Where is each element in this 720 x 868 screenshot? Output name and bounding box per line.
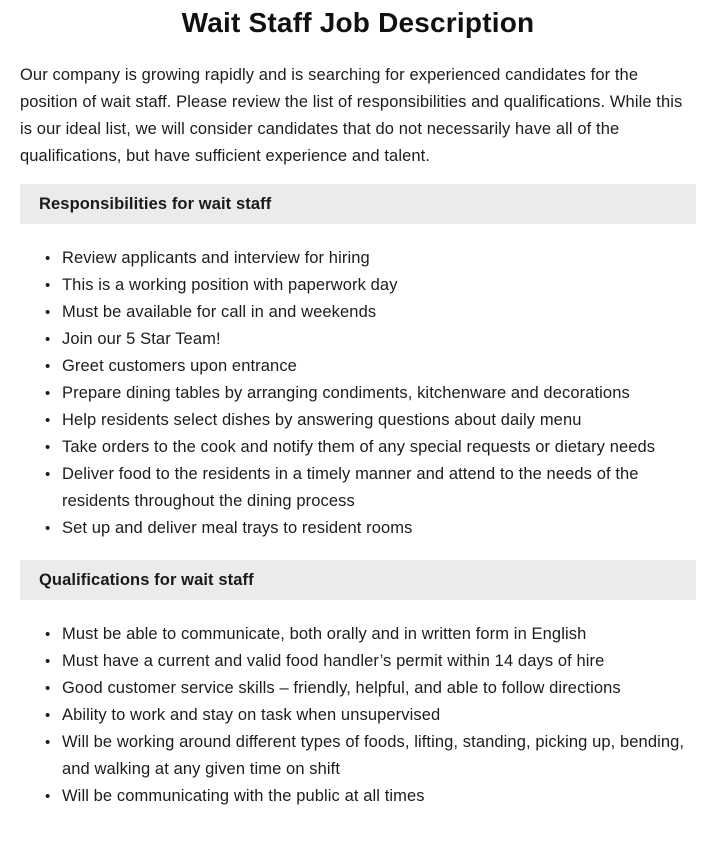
intro-paragraph: Our company is growing rapidly and is searching for experienced candidates for the position of wait staff. Please review the list of responsibilities and qualifications. While this is our ideal list, we will consider candidates that do not necessarily have all of the qualifications, but have sufficient experience and talent.: [20, 66, 683, 165]
list-item: • This is a working position with paperwork day: [45, 272, 696, 299]
bullet-list: [20, 245, 696, 542]
list-item: • Take orders to the cook and notify them of any special requests or dietary needs: [45, 434, 696, 461]
list-item: • Good customer service skills – friendly, helpful, and able to follow directions: [45, 675, 696, 702]
list-item: • Will be working around different types of foods, lifting, standing, picking up, bending, and walking at any given time on shift: [45, 729, 696, 783]
list-item: • Greet customers upon entrance: [45, 353, 696, 380]
section-heading: Responsibilities for wait staff: [20, 184, 696, 224]
page-title: Wait Staff Job Description: [181, 7, 535, 38]
list-item: • Must be available for call in and weekends: [45, 299, 696, 326]
list-item: • Must be able to communicate, both orally and in written form in English: [45, 621, 696, 648]
list-item: • Review applicants and interview for hiring: [45, 245, 696, 272]
section-heading: Qualifications for wait staff: [20, 560, 696, 600]
list-item: • Will be communicating with the public at all times: [45, 783, 696, 810]
list-item: • Ability to work and stay on task when unsupervised: [45, 702, 696, 729]
list-item: • Must have a current and valid food handler’s permit within 14 days of hire: [45, 648, 696, 675]
section-qualifications: [20, 560, 696, 810]
list-item: • Deliver food to the residents in a timely manner and attend to the needs of the residents throughout the dining process: [45, 461, 696, 515]
bullet-list: [20, 621, 696, 810]
list-item: • Set up and deliver meal trays to resident rooms: [45, 515, 696, 542]
list-item: • Prepare dining tables by arranging condiments, kitchenware and decorations: [45, 380, 696, 407]
section-responsibilities: [20, 184, 696, 542]
list-item: • Help residents select dishes by answering questions about daily menu: [45, 407, 696, 434]
list-item: • Join our 5 Star Team!: [45, 326, 696, 353]
